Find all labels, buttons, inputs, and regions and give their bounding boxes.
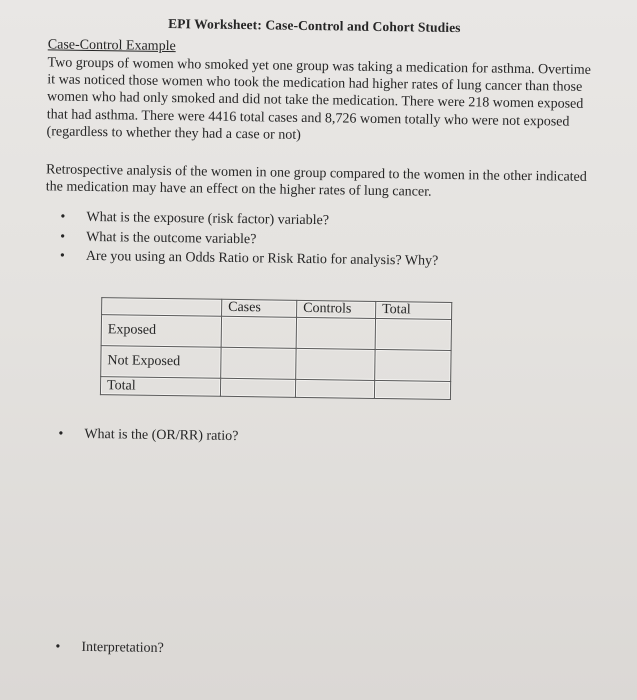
- row-label-exposed: Exposed: [101, 315, 221, 348]
- question-interpretation: • Interpretation?: [55, 640, 164, 658]
- table-cell: [375, 318, 451, 350]
- scenario-line: that had asthma. There were 4416 total cases and 8,726 women totally who were not exposed: [46, 106, 570, 130]
- table-row: [101, 315, 451, 351]
- analysis-paragraph: [45, 161, 587, 203]
- table-row: [100, 377, 450, 400]
- table-cell: [221, 347, 296, 379]
- scenario-line: it was noticed those women who took the medication had higher rates of lung cancer than those: [47, 72, 583, 96]
- table-cell: [220, 378, 295, 397]
- table-cell: [374, 380, 450, 399]
- question-ratio-type: • Are you using an Odds Ratio or Risk Ratio for analysis? Why?: [60, 247, 439, 272]
- table-cell: [296, 348, 375, 380]
- analysis-line: Retrospective analysis of the women in one group compared to the women in the other indicated: [45, 162, 587, 185]
- row-label-not-exposed: Not Exposed: [101, 346, 221, 379]
- question-list: [60, 208, 439, 272]
- question-outcome: • What is the outcome variable?: [60, 227, 439, 252]
- table-cell: [296, 317, 375, 349]
- section-heading: Case-Control Example: [47, 37, 176, 55]
- header-controls: Controls: [297, 300, 376, 318]
- scenario-paragraph: [46, 54, 591, 147]
- scenario-line: women who had only smoked and did not take the medication. There were 218 women exposed: [46, 89, 584, 113]
- row-label-total: Total: [100, 377, 220, 397]
- two-by-two-table: [100, 297, 452, 400]
- header-total: Total: [376, 301, 452, 319]
- table-corner-cell: [102, 298, 222, 317]
- table-row: [101, 346, 451, 382]
- question-or-rr-ratio: • What is the (OR/RR) ratio?: [58, 427, 238, 446]
- table-cell: [295, 379, 374, 398]
- scenario-line: (regardless to whether they had a case or not): [46, 124, 301, 143]
- table-cell: [221, 316, 296, 348]
- worksheet-title: EPI Worksheet: Case-Control and Cohort Studies: [168, 16, 461, 36]
- scenario-line: Two groups of women who smoked yet one group was taking a medication for asthma. Overtime: [47, 55, 591, 78]
- question-exposure: • What is the exposure (risk factor) variable?: [60, 208, 439, 233]
- table-cell: [375, 349, 451, 381]
- header-cases: Cases: [222, 299, 297, 317]
- analysis-line: the medication may have an effect on the higher rates of lung cancer.: [45, 179, 432, 200]
